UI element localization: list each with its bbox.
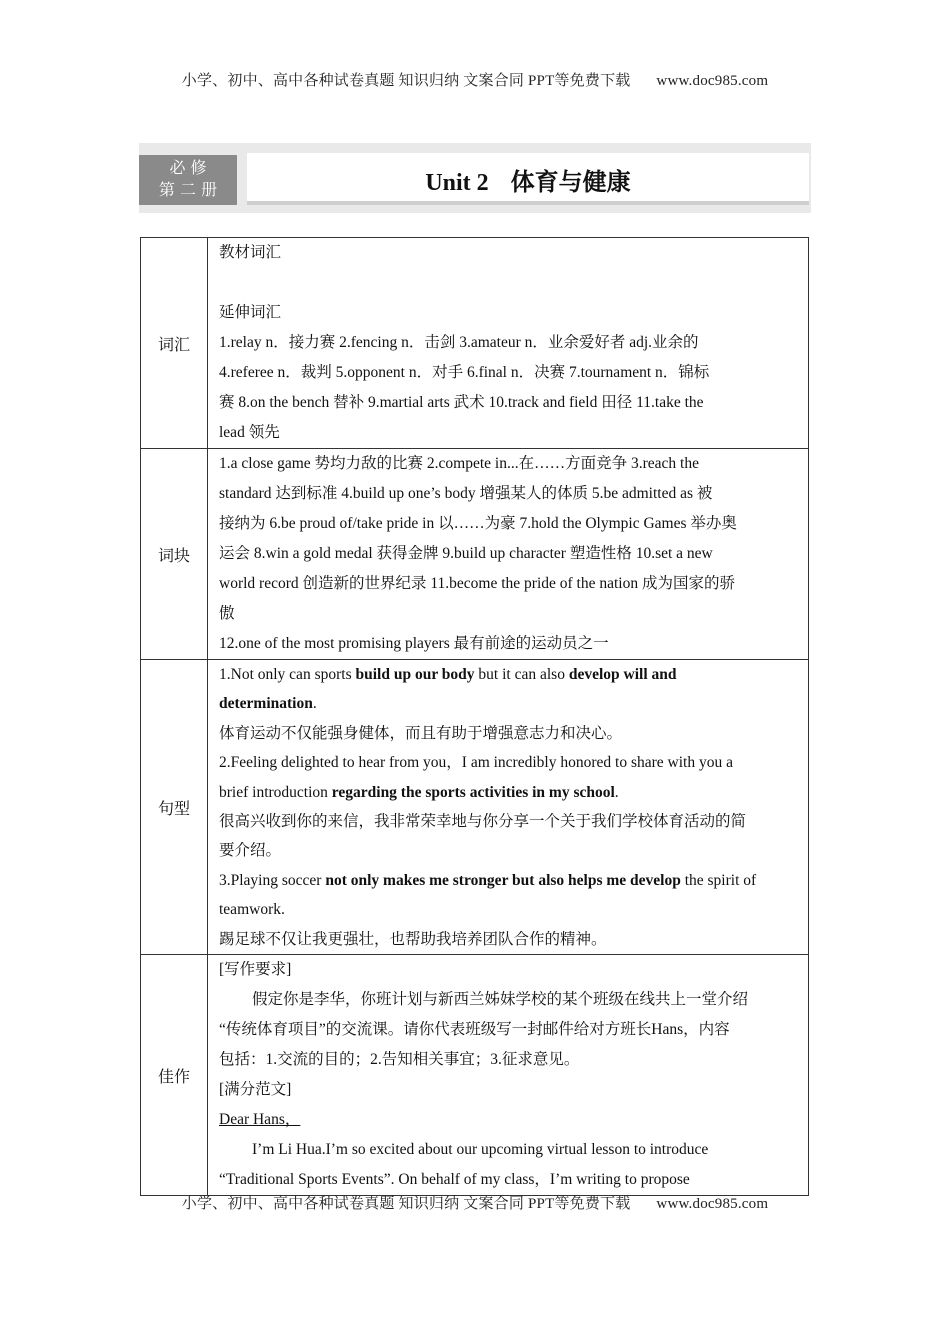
essay-body-line: “Traditional Sports Events”. On behalf of my class，I’m writing to propose	[219, 1171, 690, 1189]
phrase-line: 接纳为 6.be proud of/take pride in 以……为豪 7.hold the Olympic Games 举办奥	[219, 515, 737, 532]
sentence-highlight: develop will and	[568, 666, 677, 683]
phrase-line: 运会 8.win a gold medal 获得金牌 9.build up character 塑造性格 10.set a new	[219, 545, 713, 562]
phrase-line: world record 创造新的世界纪录 11.become the pride of the nation 成为国家的骄	[219, 575, 735, 592]
sentence-3-translation: 踢足球不仅让我更强壮，也帮助我培养团队合作的精神。	[219, 930, 607, 948]
model-essay-heading: [满分范文]	[219, 1081, 292, 1099]
sentence-2-translation: 要介绍。	[219, 842, 282, 860]
book-tag-line1: 必 修	[169, 158, 207, 177]
vocab-line: 1.relay n．接力赛 2.fencing n．击剑 3.amateur n．业余爱好者 adj.业余的	[219, 334, 699, 351]
unit-title-box	[247, 153, 809, 205]
summary-table	[140, 237, 809, 1196]
phrases-content	[208, 449, 809, 660]
sentence-2-translation: 很高兴收到你的来信，我非常荣幸地与你分享一个关于我们学校体育活动的简	[219, 813, 747, 831]
vocab-label: 词汇	[141, 238, 208, 449]
writing-requirement: 包括：1.交流的目的；2.告知相关事宜；3.征求意见。	[219, 1051, 580, 1069]
writing-row	[141, 955, 809, 1196]
book-tag-line2: 第 二 册	[158, 180, 218, 199]
sentences-label: 句型	[141, 660, 208, 955]
extended-vocab-heading: 延伸词汇	[219, 304, 282, 321]
vocab-content	[208, 238, 809, 449]
essay-body-line: I’m Li Hua.I’m so excited about our upcoming virtual lesson to introduce	[252, 1141, 709, 1159]
sentence-1-line-1: 1.Not only can sports build up our body but it can also develop will and	[219, 666, 677, 683]
unit-title	[247, 162, 809, 197]
vocab-line: lead 领先	[219, 424, 280, 441]
writing-requirement-heading: [写作要求]	[219, 961, 292, 979]
header-text: 小学、初中、高中各种试卷真题 知识归纳 文案合同 PPT等免费下载	[181, 73, 631, 89]
header-site-link[interactable]: www.doc985.com	[656, 73, 769, 89]
sentence-1-line-2: determination.	[219, 695, 317, 713]
sentence-2-line-2: brief introduction regarding the sports activities in my school.	[219, 783, 619, 801]
phrases-row	[141, 449, 809, 660]
phrase-line: 12.one of the most promising players 最有前途的运动员之一	[219, 635, 609, 652]
page-footer	[0, 1192, 950, 1213]
sentence-2-line-1: 2.Feeling delighted to hear from you，I am incredibly honored to share with you a	[219, 754, 733, 772]
sentence-highlight: not only makes me stronger but also helps me develop	[325, 871, 681, 889]
unit-banner	[139, 143, 811, 213]
vocab-line: 赛 8.on the bench 替补 9.martial arts 武术 10.track and field 田径 11.take the	[219, 394, 704, 411]
page-header	[0, 69, 950, 90]
sentence-highlight: determination	[219, 695, 313, 713]
phrase-line: 1.a close game 势均力敌的比赛 2.compete in...在……方面竞争 3.reach the	[219, 455, 699, 472]
unit-title-cn: 体育与健康	[510, 168, 631, 196]
unit-number: Unit 2	[425, 170, 489, 196]
phrase-line: standard 达到标准 4.build up one’s body 增强某人的体质 5.be admitted as 被	[219, 485, 713, 502]
sentence-3-line-2: teamwork.	[219, 901, 285, 919]
footer-text: 小学、初中、高中各种试卷真题 知识归纳 文案合同 PPT等免费下载	[181, 1196, 631, 1212]
writing-content	[208, 955, 809, 1196]
vocab-row	[141, 238, 809, 449]
sentence-1-translation: 体育运动不仅能强身健体，而且有助于增强意志力和决心。	[219, 724, 623, 742]
writing-requirement: “传统体育项目”的交流课。请你代表班级写一封邮件给对方班长Hans，内容	[219, 1021, 730, 1039]
textbook-vocab-heading: 教材词汇	[219, 244, 282, 261]
phrases-label: 词块	[141, 449, 208, 660]
phrase-line: 傲	[219, 605, 235, 622]
sentence-highlight: regarding the sports activities in my school	[331, 783, 615, 801]
writing-requirement: 假定你是李华，你班计划与新西兰姊妹学校的某个班级在线共上一堂介绍	[252, 991, 749, 1009]
essay-salutation: Dear Hans，	[219, 1111, 301, 1129]
sentence-3-line-1: 3.Playing soccer not only makes me stronger but also helps me develop the spirit of	[219, 871, 757, 889]
book-tag	[139, 155, 237, 205]
sentences-content	[208, 660, 809, 955]
vocab-line: 4.referee n．裁判 5.opponent n．对手 6.final n．决赛 7.tournament n．锦标	[219, 364, 710, 381]
sentences-row	[141, 660, 809, 955]
footer-site-link[interactable]: www.doc985.com	[656, 1196, 769, 1212]
sentence-highlight: build up our body	[355, 666, 475, 683]
writing-label: 佳作	[141, 955, 208, 1196]
